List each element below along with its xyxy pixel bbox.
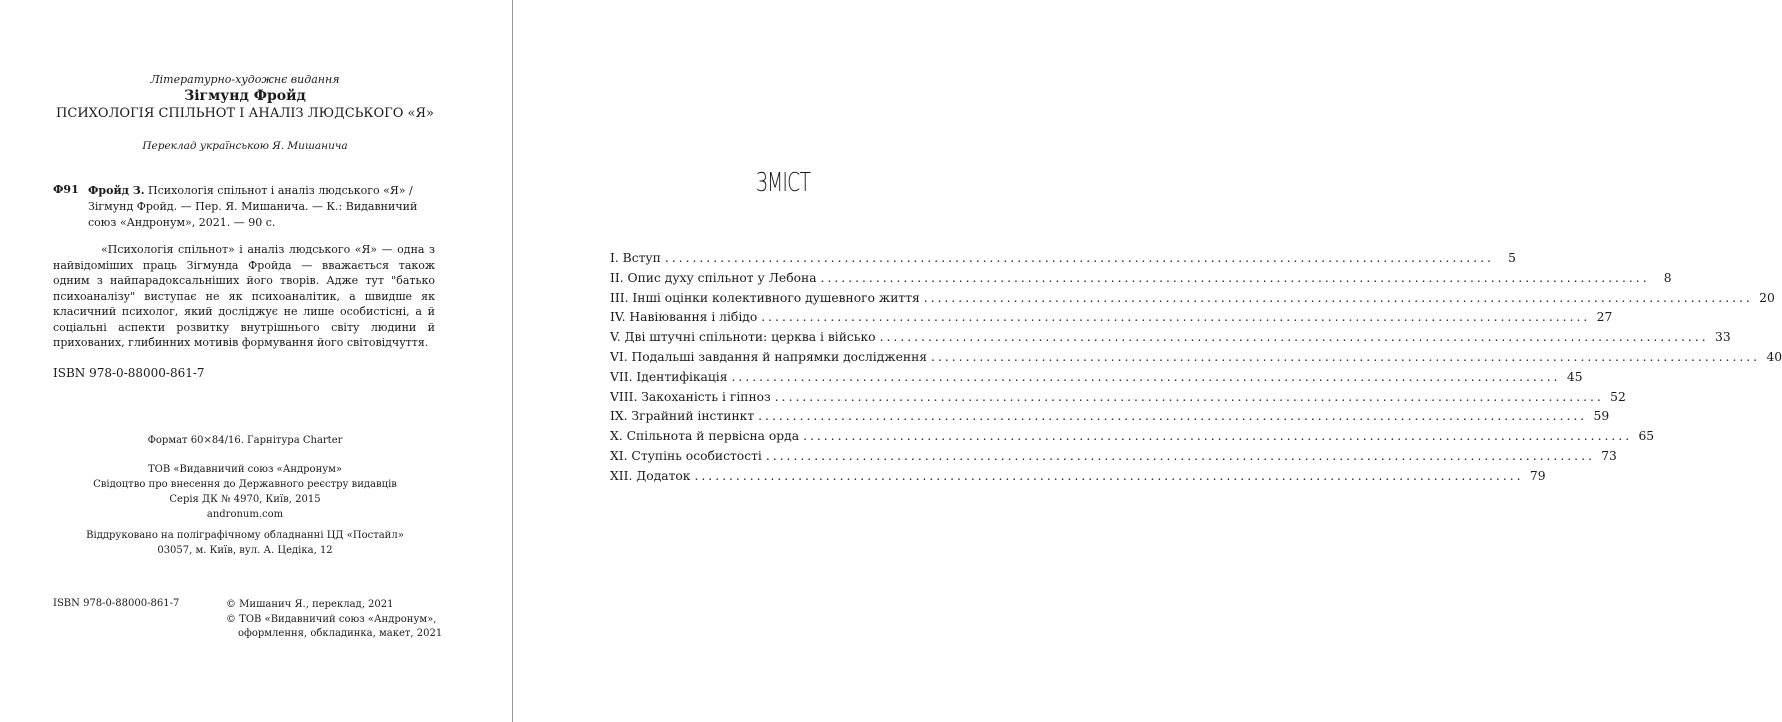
toc-entry	[610, 251, 1516, 271]
toc-entry	[610, 270, 1672, 291]
toc-entry	[610, 468, 1546, 489]
toc-leader-dots: ........................................................................................................................	[731, 369, 1561, 384]
copyright-line: © Мишанич Я., переклад, 2021	[226, 599, 394, 610]
toc-entry-page: 8	[1663, 270, 1672, 285]
table-of-contents	[610, 251, 1782, 489]
bibliographic-record	[88, 183, 418, 231]
toc-entry	[610, 409, 1610, 429]
translator-credit: Переклад українською Я. Мишанича	[142, 140, 348, 152]
copyright-block	[226, 598, 446, 642]
toc-entry-label: IX. Зграйний інстинкт	[610, 409, 755, 424]
toc-entry-label: VI. Подальші завдання й напрямки дослідження	[610, 349, 928, 364]
publisher-line: andronum.com	[206, 509, 284, 520]
biblio-author: Фройд З.	[88, 184, 145, 197]
book-title: ПСИХОЛОГІЯ СПІЛЬНОТ І АНАЛІЗ ЛЮДСЬКОГО «Я»	[56, 106, 434, 121]
series-label: Літературно-художнє видання	[150, 73, 340, 86]
udc-code: Ф91	[53, 183, 79, 196]
toc-leader-dots: ........................................................................................................................	[758, 409, 1588, 424]
toc-leader-dots: ........................................................................................................................	[664, 251, 1494, 265]
printer-line: 03057, м. Київ, вул. А. Цедіка, 12	[157, 545, 333, 556]
toc-entry-label: VIII. Закоханість і гіпноз	[610, 389, 771, 404]
toc-entry-page: 27	[1596, 310, 1613, 325]
toc-entry-page: 59	[1593, 409, 1610, 424]
publisher-line: Серія ДК № 4970, Київ, 2015	[169, 494, 321, 505]
annotation: «Психологія спільнот» і аналіз людського «Я» — одна з найвідоміших праць Зігмунда Фройда — вважається також одним з найпарадоксальніших його творів. Адже тут "батько психоаналізу" виступає не як психоаналітик, а швидше як класичний психолог, який досліджує не лише особистісні, а й соціальні аспекти розвитку внутрішнього світу людини й прихованих, глибинних мотивів формування його світовідчуття.	[53, 243, 435, 349]
page-spine-divider	[512, 0, 513, 722]
copyright-line: © ТОВ «Видавничий союз «Андронум»,	[226, 613, 437, 625]
right-page	[514, 0, 1782, 722]
biblio-details: Психологія спільнот і аналіз людського «Я» / Зігмунд Фройд. — Пер. Я. Мишанича. — К.: Видавничий союз «Андронум», 2021. — 90 с.	[88, 184, 418, 229]
toc-entry	[610, 330, 1731, 350]
toc-entry	[610, 448, 1617, 469]
toc-entry-label: XI. Ступінь особистості	[610, 448, 762, 463]
toc-entry-label: III. Інші оцінки колективного душевного життя	[610, 290, 920, 305]
toc-entry-page: 20	[1759, 290, 1775, 305]
toc-entry-label: IV. Навіювання і лібідо	[610, 310, 758, 325]
toc-leader-dots: ........................................................................................................................	[761, 310, 1591, 325]
isbn-main: ISBN 978-0-88000-861-7	[53, 366, 205, 380]
isbn-footer: ISBN 978-0-88000-861-7	[53, 598, 180, 609]
toc-entry-page: 33	[1715, 330, 1731, 345]
toc-entry-label: XII. Додаток	[610, 468, 691, 483]
toc-leader-dots: ........................................................................................................................	[765, 448, 1595, 463]
author-name: Зігмунд Фройд	[184, 88, 306, 104]
toc-entry-page: 45	[1566, 369, 1583, 384]
toc-leader-dots: ........................................................................................................................	[820, 270, 1650, 285]
toc-leader-dots: ........................................................................................................................	[803, 429, 1633, 444]
toc-leader-dots: ........................................................................................................................	[931, 349, 1761, 364]
toc-entry-page: 52	[1610, 389, 1626, 404]
toc-entry-label: I. Вступ	[610, 251, 661, 265]
toc-entry	[610, 389, 1626, 410]
publisher-line: Свідоцтво про внесення до Державного реєстру видавців	[93, 479, 397, 490]
left-page	[0, 0, 512, 722]
toc-entry-page: 79	[1529, 468, 1546, 483]
printer-info	[40, 528, 450, 558]
toc-entry-page: 5	[1508, 251, 1516, 265]
toc-leader-dots: ........................................................................................................................	[923, 290, 1753, 305]
toc-leader-dots: ........................................................................................................................	[879, 330, 1709, 345]
publisher-info	[40, 462, 450, 522]
printer-line: Віддруковано на поліграфічному обладнанні ЦД «Постайл»	[86, 530, 404, 541]
toc-entry	[610, 290, 1775, 311]
toc-entry-label: VII. Ідентифікація	[610, 369, 728, 384]
format-line: Формат 60×84/16. Гарнітура Charter	[147, 435, 343, 446]
toc-leader-dots: ........................................................................................................................	[694, 468, 1524, 483]
toc-entry-page: 40	[1766, 349, 1782, 364]
publisher-line: ТОВ «Видавничий союз «Андронум»	[147, 464, 343, 475]
toc-entry-label: X. Спільнота й первісна орда	[610, 429, 800, 444]
toc-entry	[610, 429, 1655, 449]
toc-entry	[610, 369, 1583, 390]
toc-entry	[610, 349, 1782, 370]
toc-entry	[610, 310, 1613, 330]
copyright-line: оформлення, обкладинка, макет, 2021	[238, 628, 443, 639]
toc-entry-label: II. Опис духу спільнот у Лебона	[610, 270, 817, 285]
toc-leader-dots: ........................................................................................................................	[774, 389, 1604, 404]
toc-entry-page: 73	[1601, 448, 1617, 463]
toc-entry-page: 65	[1638, 429, 1655, 444]
toc-heading: ЗМІСТ	[755, 168, 811, 198]
toc-entry-label: V. Дві штучні спільноти: церква і військо	[610, 330, 876, 345]
